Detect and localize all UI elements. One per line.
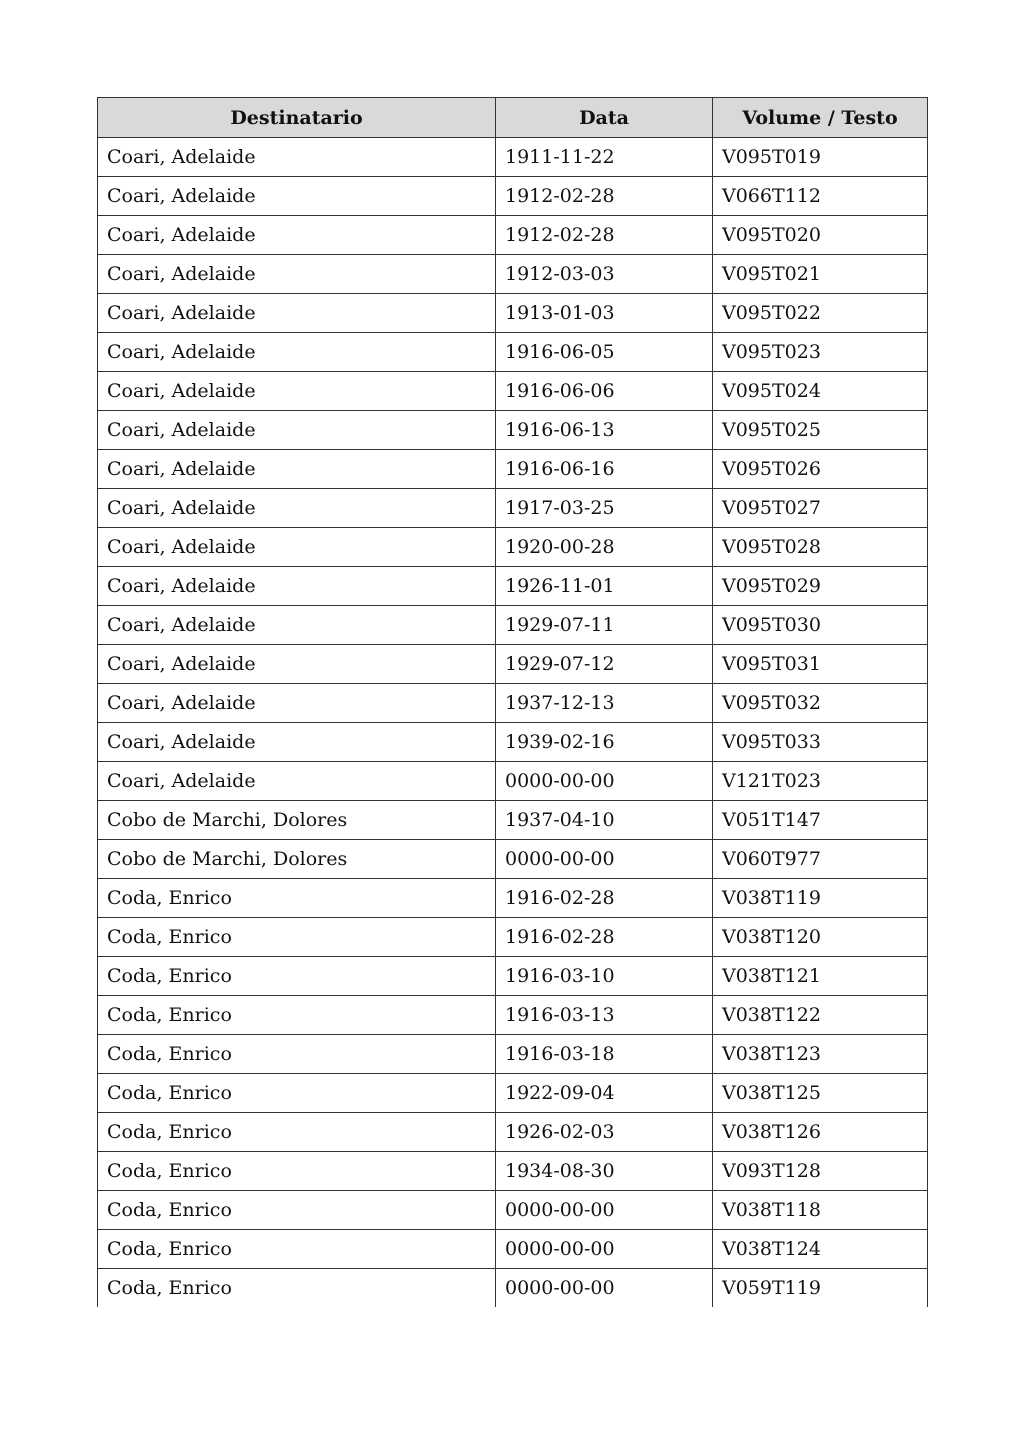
cell-date: 1916-03-18	[496, 1035, 713, 1074]
cell-date: 1926-11-01	[496, 567, 713, 606]
table-row	[98, 606, 928, 645]
cell-date: 1926-02-03	[496, 1113, 713, 1152]
cell-recipient: Coari, Adelaide	[98, 528, 496, 567]
table-row	[98, 255, 928, 294]
table-row	[98, 528, 928, 567]
table-row	[98, 450, 928, 489]
cell-date: 1916-03-10	[496, 957, 713, 996]
cell-volume: V093T128	[713, 1152, 928, 1191]
table-row	[98, 723, 928, 762]
cell-recipient: Coari, Adelaide	[98, 216, 496, 255]
cell-recipient: Coari, Adelaide	[98, 177, 496, 216]
cell-volume: V095T023	[713, 333, 928, 372]
cell-date: 1920-00-28	[496, 528, 713, 567]
table-row	[98, 489, 928, 528]
cell-recipient: Coda, Enrico	[98, 1152, 496, 1191]
table-row	[98, 1191, 928, 1230]
table-row	[98, 333, 928, 372]
table-row	[98, 567, 928, 606]
table-row	[98, 372, 928, 411]
cell-recipient: Coda, Enrico	[98, 1113, 496, 1152]
cell-recipient: Coari, Adelaide	[98, 762, 496, 801]
cell-recipient: Coari, Adelaide	[98, 645, 496, 684]
cell-volume: V060T977	[713, 840, 928, 879]
cell-date: 1913-01-03	[496, 294, 713, 333]
cell-recipient: Coari, Adelaide	[98, 138, 496, 177]
cell-volume: V095T026	[713, 450, 928, 489]
cell-recipient: Coda, Enrico	[98, 1191, 496, 1230]
cell-recipient: Coari, Adelaide	[98, 489, 496, 528]
cell-date: 0000-00-00	[496, 1230, 713, 1269]
table-row	[98, 879, 928, 918]
cell-date: 1922-09-04	[496, 1074, 713, 1113]
cell-date: 0000-00-00	[496, 1191, 713, 1230]
cell-volume: V038T122	[713, 996, 928, 1035]
header-volume: Volume / Testo	[713, 98, 928, 138]
cell-volume: V095T032	[713, 684, 928, 723]
cell-recipient: Coda, Enrico	[98, 1074, 496, 1113]
cell-recipient: Coari, Adelaide	[98, 567, 496, 606]
cell-volume: V038T125	[713, 1074, 928, 1113]
cell-volume: V095T025	[713, 411, 928, 450]
table-row	[98, 762, 928, 801]
cell-volume: V038T123	[713, 1035, 928, 1074]
cell-volume: V095T030	[713, 606, 928, 645]
cell-recipient: Coda, Enrico	[98, 957, 496, 996]
cell-recipient: Coari, Adelaide	[98, 255, 496, 294]
cell-volume: V038T121	[713, 957, 928, 996]
table-row	[98, 294, 928, 333]
cell-volume: V038T119	[713, 879, 928, 918]
cell-volume: V095T028	[713, 528, 928, 567]
cell-date: 1916-06-06	[496, 372, 713, 411]
cell-recipient: Coari, Adelaide	[98, 294, 496, 333]
table-row	[98, 645, 928, 684]
cell-recipient: Coda, Enrico	[98, 879, 496, 918]
table-row	[98, 1152, 928, 1191]
cell-volume: V059T119	[713, 1269, 928, 1308]
cell-volume: V038T118	[713, 1191, 928, 1230]
table-row	[98, 684, 928, 723]
cell-date: 1929-07-12	[496, 645, 713, 684]
cell-recipient: Coda, Enrico	[98, 1269, 496, 1308]
cell-date: 1937-04-10	[496, 801, 713, 840]
cell-volume: V095T020	[713, 216, 928, 255]
cell-recipient: Coari, Adelaide	[98, 333, 496, 372]
header-recipient: Destinatario	[98, 98, 496, 138]
cell-volume: V121T023	[713, 762, 928, 801]
cell-recipient: Coari, Adelaide	[98, 606, 496, 645]
cell-recipient: Cobo de Marchi, Dolores	[98, 801, 496, 840]
letters-table	[97, 97, 928, 1307]
table-row	[98, 1230, 928, 1269]
cell-recipient: Coari, Adelaide	[98, 450, 496, 489]
cell-date: 1912-03-03	[496, 255, 713, 294]
table-row	[98, 216, 928, 255]
cell-recipient: Coda, Enrico	[98, 1035, 496, 1074]
cell-recipient: Coda, Enrico	[98, 1230, 496, 1269]
cell-date: 1916-02-28	[496, 879, 713, 918]
cell-recipient: Coari, Adelaide	[98, 372, 496, 411]
cell-date: 1916-02-28	[496, 918, 713, 957]
cell-date: 0000-00-00	[496, 762, 713, 801]
table-row	[98, 996, 928, 1035]
cell-volume: V095T021	[713, 255, 928, 294]
cell-volume: V095T022	[713, 294, 928, 333]
cell-recipient: Coda, Enrico	[98, 996, 496, 1035]
cell-date: 1912-02-28	[496, 216, 713, 255]
cell-date: 1937-12-13	[496, 684, 713, 723]
cell-volume: V038T124	[713, 1230, 928, 1269]
cell-volume: V095T033	[713, 723, 928, 762]
cell-date: 1916-06-16	[496, 450, 713, 489]
table-row	[98, 1035, 928, 1074]
cell-date: 0000-00-00	[496, 840, 713, 879]
cell-volume: V051T147	[713, 801, 928, 840]
cell-recipient: Coari, Adelaide	[98, 411, 496, 450]
table-row	[98, 138, 928, 177]
cell-date: 1939-02-16	[496, 723, 713, 762]
cell-date: 1911-11-22	[496, 138, 713, 177]
table-row	[98, 1113, 928, 1152]
cell-date: 1912-02-28	[496, 177, 713, 216]
header-row	[98, 98, 928, 138]
table-row	[98, 411, 928, 450]
table-row	[98, 177, 928, 216]
cell-date: 1916-03-13	[496, 996, 713, 1035]
cell-recipient: Coari, Adelaide	[98, 723, 496, 762]
cell-recipient: Coda, Enrico	[98, 918, 496, 957]
table-row	[98, 918, 928, 957]
cell-date: 1934-08-30	[496, 1152, 713, 1191]
cell-volume: V066T112	[713, 177, 928, 216]
cell-date: 1917-03-25	[496, 489, 713, 528]
cell-volume: V095T019	[713, 138, 928, 177]
header-date: Data	[496, 98, 713, 138]
cell-recipient: Coari, Adelaide	[98, 684, 496, 723]
cell-volume: V038T120	[713, 918, 928, 957]
table-body	[98, 138, 928, 1308]
cell-recipient: Cobo de Marchi, Dolores	[98, 840, 496, 879]
cell-volume: V038T126	[713, 1113, 928, 1152]
table-row	[98, 1074, 928, 1113]
cell-volume: V095T024	[713, 372, 928, 411]
table-header	[98, 98, 928, 138]
cell-volume: V095T029	[713, 567, 928, 606]
cell-date: 1916-06-13	[496, 411, 713, 450]
table-row	[98, 1269, 928, 1308]
cell-date: 0000-00-00	[496, 1269, 713, 1308]
cell-volume: V095T031	[713, 645, 928, 684]
table-row	[98, 801, 928, 840]
table-row	[98, 957, 928, 996]
table-row	[98, 840, 928, 879]
cell-volume: V095T027	[713, 489, 928, 528]
cell-date: 1929-07-11	[496, 606, 713, 645]
cell-date: 1916-06-05	[496, 333, 713, 372]
